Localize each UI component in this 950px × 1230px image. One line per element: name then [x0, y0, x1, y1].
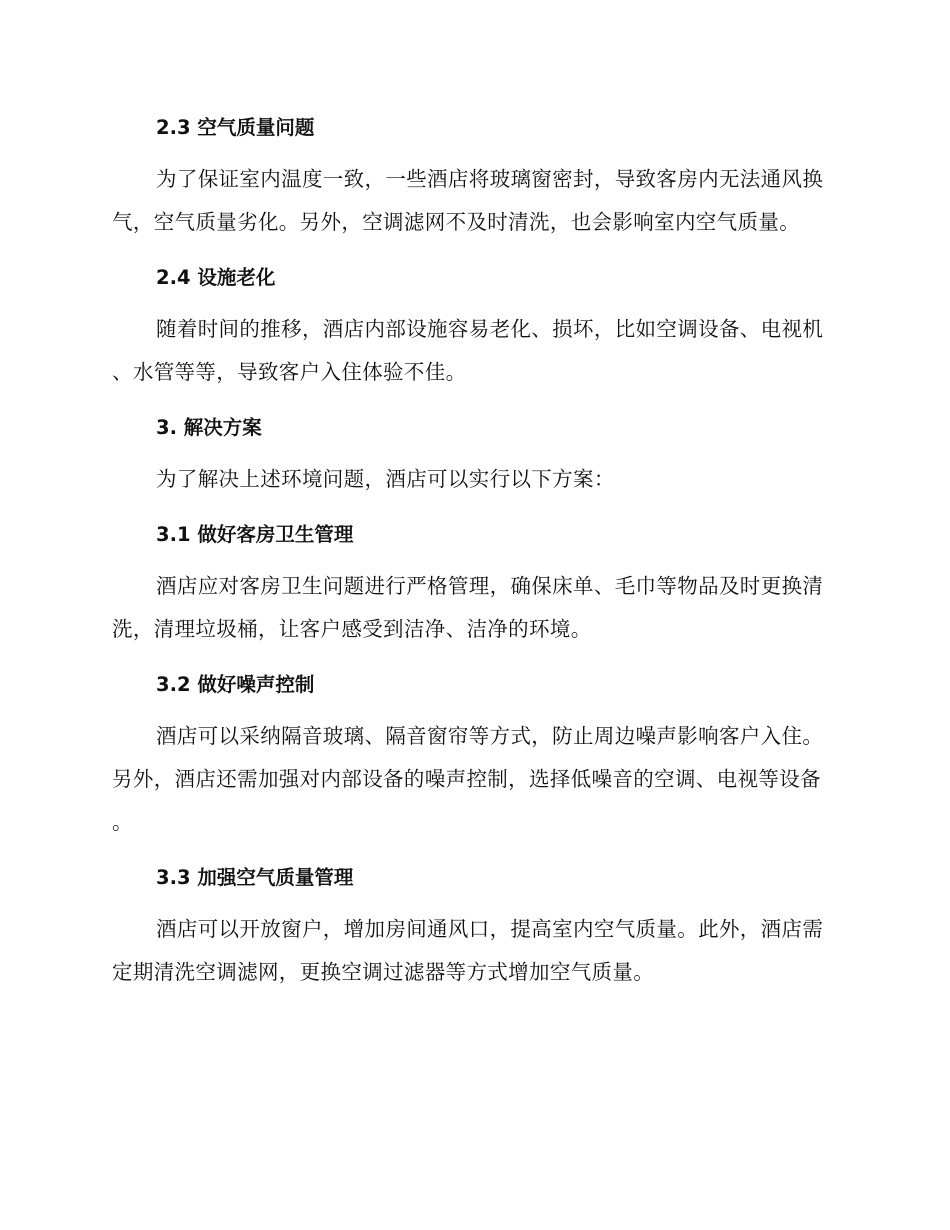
- section-paragraph-3: 为了解决上述环境问题，酒店可以实行以下方案：: [156, 467, 615, 491]
- section-heading-2-4: 2.4 设施老化: [156, 266, 276, 289]
- section-heading-3-1: 3.1 做好客房卫生管理: [156, 523, 354, 546]
- section-heading-3-3: 3.3 加强空气质量管理: [156, 866, 354, 889]
- section-paragraph-2-4: 随着时间的推移，酒店内部设施容易老化、损坏，比如空调设备、电视机、水管等等，导致客户入住体验不佳。: [112, 317, 824, 384]
- document-body: [112, 108, 832, 994]
- section-heading-3-2: 3.2 做好噪声控制: [156, 673, 315, 696]
- section-paragraph-2-3: 为了保证室内温度一致，一些酒店将玻璃窗密封，导致客房内无法通风换气，空气质量劣化。另外，空调滤网不及时清洗，也会影响室内空气质量。: [112, 167, 824, 234]
- section-heading-2-3: 2.3 空气质量问题: [156, 116, 315, 139]
- section-heading-3: 3. 解决方案: [156, 416, 262, 439]
- section-paragraph-3-3: 酒店可以开放窗户，增加房间通风口，提高室内空气质量。此外，酒店需定期清洗空调滤网，更换空调过滤器等方式增加空气质量。: [112, 917, 824, 984]
- section-paragraph-3-2: 酒店可以采纳隔音玻璃、隔音窗帘等方式，防止周边噪声影响客户入住。另外，酒店还需加强对内部设备的噪声控制，选择低噪音的空调、电视等设备。: [112, 724, 824, 834]
- section-paragraph-3-1: 酒店应对客房卫生问题进行严格管理，确保床单、毛巾等物品及时更换清洗，清理垃圾桶，让客户感受到洁净、洁净的环境。: [112, 574, 824, 641]
